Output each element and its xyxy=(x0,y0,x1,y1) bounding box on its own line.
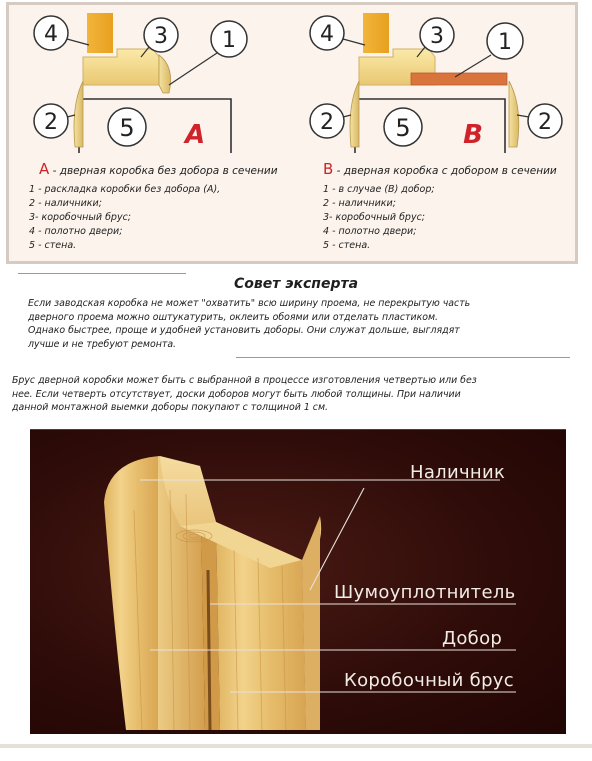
num-b-4: 4 xyxy=(320,22,334,47)
num-b-3: 3 xyxy=(430,24,444,49)
legend-a-item: 4 - полотно двери; xyxy=(29,226,123,237)
label-korobochnyi-brus: Коробочный брус xyxy=(344,670,514,691)
caption-b-text: - дверная коробка с добором в сечении xyxy=(336,165,557,177)
num-b-2-left: 2 xyxy=(320,110,334,135)
divider-top xyxy=(18,273,186,274)
num-a-1: 1 xyxy=(222,28,236,53)
casing-left-b xyxy=(350,81,359,147)
num-a-3: 3 xyxy=(154,24,168,49)
legend-b-item: 4 - полотно двери; xyxy=(323,226,417,237)
num-b-1: 1 xyxy=(498,30,512,55)
casing-wood xyxy=(104,456,160,730)
advice-line: Если заводская коробка не может "охватить" всю ширину проема, не перекрытую часть xyxy=(28,298,471,309)
caption-b xyxy=(323,160,557,178)
advice-paragraph xyxy=(28,297,580,351)
legend-b xyxy=(323,183,435,253)
advice-title: Совет эксперта xyxy=(233,276,359,292)
legend-a-item: 2 - наличники; xyxy=(29,198,102,209)
caption-b-letter: B xyxy=(323,160,334,178)
body-line: нее. Если четверть отсутствует, доски доборов могут быть любой толщины. При наличии xyxy=(12,388,461,400)
door-frame-photo xyxy=(30,429,566,734)
cross-section-panel xyxy=(6,2,578,264)
body-line: Брус дверной коробки может быть с выбранной в процессе изготовления четвертью или без xyxy=(12,375,477,386)
advice-line: Однако быстрее, проще и удобней установить доборы. Они служат дольше, выглядят xyxy=(28,325,460,336)
body-line: данной монтажной выемки доборы покупают с толщиной 1 см. xyxy=(12,402,329,413)
num-a-5: 5 xyxy=(119,114,135,142)
caption-a xyxy=(39,160,278,178)
divider-bottom xyxy=(236,357,570,358)
body-paragraph xyxy=(12,374,584,415)
legend-b-item: 2 - наличники; xyxy=(323,198,396,209)
letter-a: A xyxy=(184,120,206,150)
advice-line: лучше и не требуют ремонта. xyxy=(28,338,177,350)
legend-b-item: 3- коробочный брус; xyxy=(323,212,426,223)
legend-a-item: 1 - раскладка коробки без добора (А), xyxy=(29,184,221,195)
footer-strip xyxy=(0,744,592,748)
trim-right-a xyxy=(159,55,171,93)
advice-line: дверного проема можно оштукатурить, оклеить обоями или отделать пластиком. xyxy=(28,311,439,323)
diagram-b xyxy=(310,13,562,153)
letter-b: B xyxy=(463,120,483,150)
legend-a xyxy=(29,183,220,253)
num-b-2-right: 2 xyxy=(538,110,552,135)
legend-a-item: 5 - стена. xyxy=(29,240,77,251)
legend-b-item: 5 - стена. xyxy=(323,240,371,251)
frame-bar-a xyxy=(83,49,159,85)
caption-a-text: - дверная коробка без добора в сечении xyxy=(52,165,278,177)
num-b-5: 5 xyxy=(395,114,411,142)
label-dobor: Добор xyxy=(442,628,503,649)
casing-left-a xyxy=(74,81,83,147)
num-a-2: 2 xyxy=(44,110,58,135)
diagram-a xyxy=(34,13,247,153)
label-shumoouplotnitel: Шумоуплотнитель xyxy=(334,582,516,603)
num-a-4: 4 xyxy=(44,22,58,47)
door-leaf-a xyxy=(87,13,113,53)
legend-a-item: 3- коробочный брус; xyxy=(29,212,132,223)
casing-right-b xyxy=(509,81,519,147)
label-nalichnik: Наличник xyxy=(410,462,506,483)
legend-b-item: 1 - в случае (В) добор; xyxy=(323,184,435,195)
caption-a-letter: A xyxy=(39,160,50,178)
door-leaf-b xyxy=(363,13,389,53)
